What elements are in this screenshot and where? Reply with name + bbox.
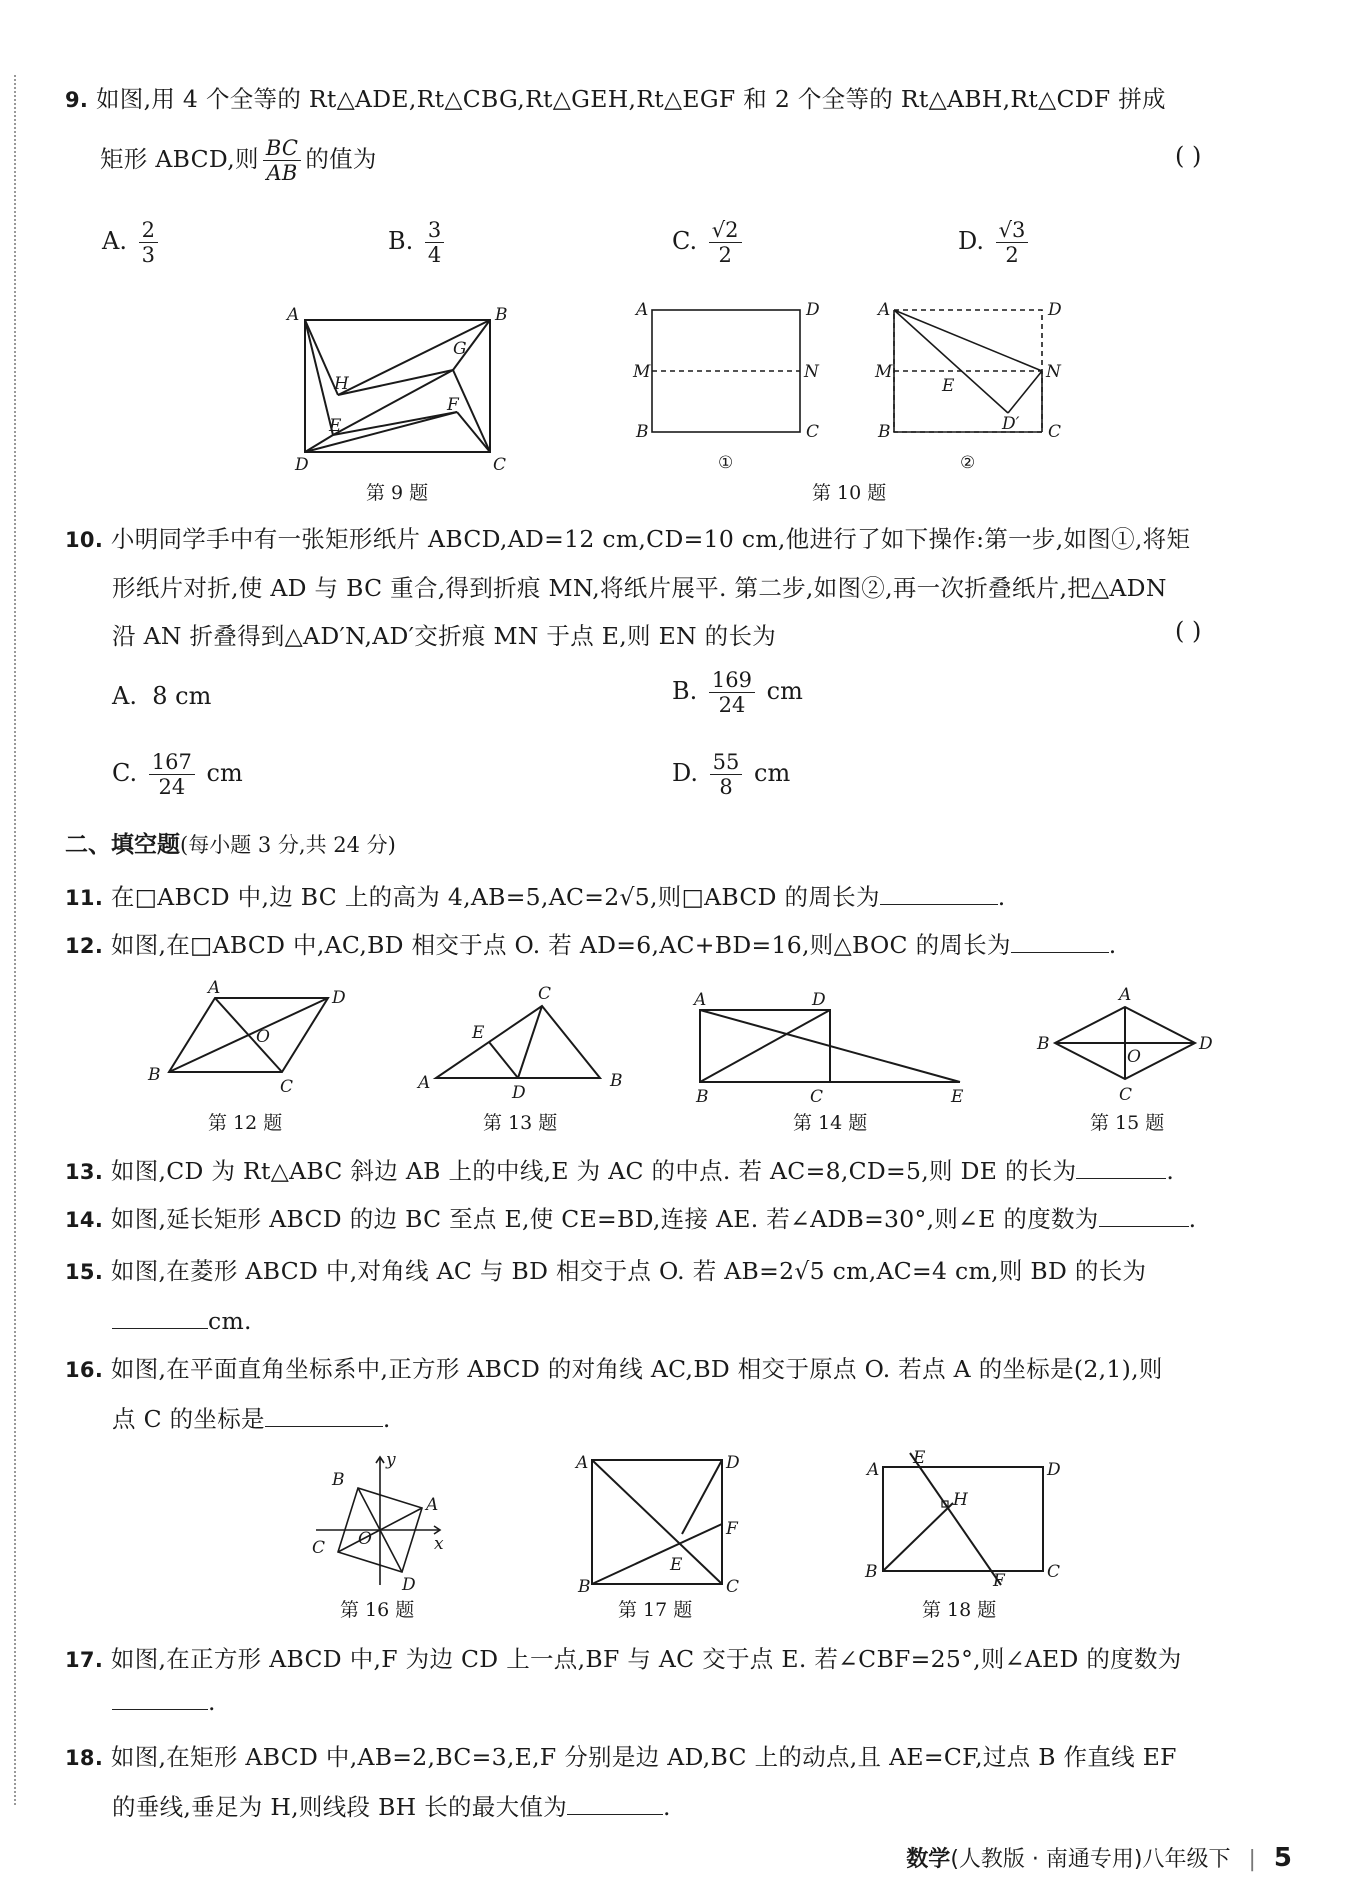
q9-number: 9. [65, 88, 89, 112]
q10-option-c[interactable]: C. $\frac{167}{24}$ cm [112, 750, 243, 800]
q10-line3: 沿 AN 折叠得到△AD′N,AD′交折痕 MN 于点 E,则 EN 的长为 [112, 622, 777, 650]
svg-text:H: H [953, 1490, 968, 1510]
q15-line2: cm. [112, 1307, 252, 1335]
fig9-label-H: H [334, 374, 349, 394]
q16-line2: 点 C 的坐标是 . [112, 1405, 391, 1433]
fig10-2-label-A: A [878, 300, 891, 320]
figure-9 [285, 305, 515, 475]
q14: 14. 如图,延长矩形 ABCD 的边 BC 至点 E,使 CE=BD,连接 AE. 若∠ADB=30°,则∠E 的度数为 . [65, 1205, 1197, 1233]
svg-text:x: x [434, 1534, 444, 1554]
page-number: 5 [1273, 1843, 1292, 1873]
fig10-1-label-M: M [633, 362, 651, 382]
fig17-caption: 第 17 题 [618, 1599, 693, 1621]
figure-13 [412, 978, 632, 1098]
q17-line2: . [112, 1688, 216, 1716]
svg-text:A: A [694, 990, 707, 1010]
q11: 11. 在□ABCD 中,边 BC 上的高为 4,AB=5,AC=2√5,则□ABCD 的周长为 . [65, 883, 1006, 911]
figure-17 [570, 1450, 750, 1598]
binding-margin-line [14, 75, 16, 1805]
fig13-caption: 第 13 题 [483, 1112, 558, 1134]
fig10-2-label-E: E [942, 376, 955, 396]
fig10-1-label-A: A [636, 300, 649, 320]
fig10-1-label-B: B [636, 422, 649, 442]
svg-text:C: C [312, 1538, 326, 1558]
svg-text:B: B [696, 1087, 709, 1102]
figure-18 [855, 1445, 1065, 1595]
q9-text: 如图,用 4 个全等的 Rt△ADE,Rt△CBG,Rt△GEH,Rt△EGF 和 2 个全等的 Rt△ABH,Rt△CDF 拼成 [95, 85, 1166, 113]
q18-line1: 18. 如图,在矩形 ABCD 中,AB=2,BC=3,E,F 分别是边 AD,BC 上的动点,且 AE=CF,过点 B 作直线 EF [65, 1743, 1177, 1771]
fig9-caption: 第 9 题 [366, 482, 429, 504]
fig10-2-label-N: N [1046, 362, 1061, 382]
svg-text:C: C [1119, 1085, 1133, 1105]
fig10-2-label-B: B [878, 422, 891, 442]
q11-answer-blank[interactable] [880, 903, 998, 905]
q9-line1 [65, 80, 1166, 114]
svg-text:D: D [402, 1575, 416, 1595]
svg-text:B: B [578, 1577, 591, 1597]
q9-line2: 矩形 ABCD,则 $\frac{BC}{AB}$ 的值为 [100, 136, 377, 186]
svg-text:D: D [332, 988, 346, 1008]
q9-option-d[interactable]: D. $\frac{√3}{2}$ [958, 218, 1032, 267]
svg-text:C: C [726, 1577, 740, 1597]
fig10-1-label-N: N [804, 362, 819, 382]
q17-line1: 17. 如图,在正方形 ABCD 中,F 为边 CD 上一点,BF 与 AC 交于点 E. 若∠CBF=25°,则∠AED 的度数为 [65, 1645, 1182, 1673]
q18-answer-blank[interactable] [567, 1813, 663, 1815]
q9-option-c[interactable]: C. $\frac{√2}{2}$ [672, 218, 746, 267]
svg-text:C: C [810, 1087, 824, 1102]
svg-text:F: F [993, 1571, 1005, 1591]
q9-answer-paren: ( ) [1175, 142, 1202, 170]
svg-text:D: D [726, 1453, 740, 1473]
q15-line1: 15. 如图,在菱形 ABCD 中,对角线 AC 与 BD 相交于点 O. 若 AB=2√5 cm,AC=4 cm,则 BD 的长为 [65, 1257, 1147, 1285]
footer-subject: 数学 [906, 1847, 951, 1872]
svg-text:y: y [386, 1450, 396, 1470]
q17-answer-blank[interactable] [112, 1708, 208, 1710]
svg-text:C: C [1047, 1562, 1061, 1582]
svg-text:C: C [280, 1077, 294, 1097]
q14-answer-blank[interactable] [1099, 1225, 1189, 1227]
svg-text:A: A [426, 1495, 439, 1515]
svg-text:C: C [538, 984, 552, 1004]
svg-text:O: O [256, 1027, 270, 1047]
svg-text:B: B [1037, 1034, 1050, 1054]
fig10-1-label-D: D [806, 300, 820, 320]
svg-text:E: E [951, 1087, 964, 1102]
figure-15 [1035, 985, 1215, 1105]
q12: 12. 如图,在□ABCD 中,AC,BD 相交于点 O. 若 AD=6,AC+BD=16,则△BOC 的周长为 . [65, 931, 1117, 959]
fig9-label-F: F [447, 395, 459, 415]
svg-text:D: D [512, 1083, 526, 1098]
fig10-1-label-C: C [806, 422, 820, 442]
fig15-caption: 第 15 题 [1090, 1112, 1165, 1134]
q16-line1: 16. 如图,在平面直角坐标系中,正方形 ABCD 的对角线 AC,BD 相交于原点 O. 若点 A 的坐标是(2,1),则 [65, 1355, 1163, 1383]
svg-text:B: B [148, 1065, 161, 1085]
q15-answer-blank[interactable] [112, 1327, 208, 1329]
q16-answer-blank[interactable] [265, 1425, 383, 1427]
fig10-2-label-D: D [1048, 300, 1062, 320]
footer-grade: 八年级下 [1142, 1847, 1231, 1872]
q10-option-b[interactable]: B. $\frac{169}{24}$ cm [672, 668, 803, 718]
fig14-caption: 第 14 题 [793, 1112, 868, 1134]
q9-option-b[interactable]: B. $\frac{3}{4}$ [388, 218, 448, 267]
svg-text:B: B [865, 1562, 878, 1582]
fig10-caption: 第 10 题 [812, 482, 887, 504]
svg-text:O: O [358, 1529, 372, 1549]
q10-line2: 形纸片对折,使 AD 与 BC 重合,得到折痕 MN,将纸片展平. 第二步,如图②,再一次折叠纸片,把△ADN [112, 574, 1167, 602]
fig10-2-label-M: M [875, 362, 893, 382]
q13: 13. 如图,CD 为 Rt△ABC 斜边 AB 上的中线,E 为 AC 的中点. 若 AC=8,CD=5,则 DE 的长为 . [65, 1157, 1175, 1185]
q9-fraction: $\frac{BC}{AB}$ [263, 136, 302, 185]
svg-text:E: E [472, 1023, 485, 1043]
fig9-label-G: G [453, 339, 467, 359]
fig12-caption: 第 12 题 [208, 1112, 283, 1134]
fig9-label-D: D [295, 455, 309, 475]
svg-text:D: D [1199, 1034, 1213, 1054]
fig10-sub1: ① [718, 453, 734, 473]
svg-text:A: A [867, 1460, 880, 1480]
figure-14 [688, 990, 978, 1102]
svg-text:D: D [812, 990, 826, 1010]
svg-text:A: A [576, 1453, 589, 1473]
fig10-2-label-Dprime: D′ [1002, 414, 1020, 434]
q18-line2: 的垂线,垂足为 H,则线段 BH 长的最大值为 . [112, 1793, 671, 1821]
svg-text:O: O [1127, 1047, 1141, 1067]
figure-16 [300, 1445, 460, 1595]
fig9-label-E: E [329, 416, 342, 436]
q12-answer-blank[interactable] [1011, 951, 1109, 953]
fig9-label-C: C [493, 455, 507, 475]
q9-option-a[interactable]: A. $\frac{2}{3}$ [102, 218, 162, 267]
fig18-caption: 第 18 题 [922, 1599, 997, 1621]
svg-text:E: E [670, 1555, 683, 1575]
page-footer: 数学(人教版 · 南通专用)八年级下 | 5 [906, 1843, 1292, 1873]
fig10-sub2: ② [960, 453, 976, 473]
svg-text:E: E [913, 1448, 926, 1468]
q13-answer-blank[interactable] [1076, 1177, 1166, 1179]
section-fill-in-title: 二、填空题(每小题 3 分,共 24 分) [65, 832, 396, 858]
q10-answer-paren: ( ) [1175, 617, 1202, 645]
fig10-2-label-C: C [1048, 422, 1062, 442]
svg-text:A: A [1119, 985, 1132, 1005]
svg-text:D: D [1047, 1460, 1061, 1480]
figure-12 [140, 980, 360, 1098]
svg-text:A: A [418, 1073, 431, 1093]
footer-edition: (人教版 · 南通专用) [950, 1847, 1143, 1872]
svg-text:A: A [208, 980, 221, 998]
fig16-caption: 第 16 题 [340, 1599, 415, 1621]
q10-option-a[interactable]: A. 8 cm [112, 682, 212, 710]
fig9-label-A: A [287, 305, 300, 325]
fig9-label-B: B [495, 305, 508, 325]
svg-text:B: B [610, 1071, 623, 1091]
q10-option-d[interactable]: D. $\frac{55}{8}$ cm [672, 750, 791, 800]
svg-text:B: B [332, 1470, 345, 1490]
svg-text:F: F [726, 1519, 738, 1539]
q10-line1: 10. 小明同学手中有一张矩形纸片 ABCD,AD=12 cm,CD=10 cm,他进行了如下操作:第一步,如图①,将矩 [65, 525, 1191, 553]
figure-10 [630, 295, 1070, 480]
